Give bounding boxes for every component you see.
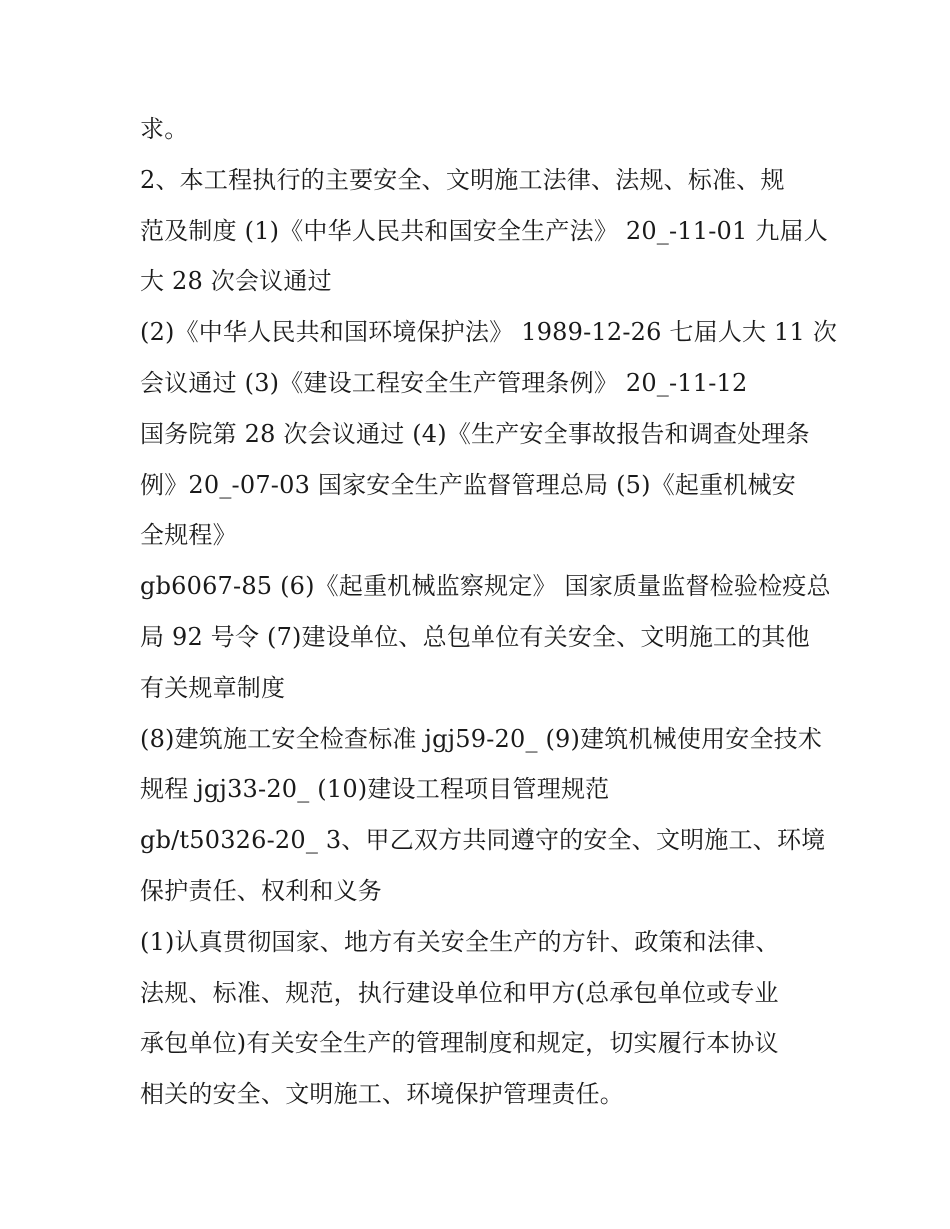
text-line: 法规、标准、规范，执行建设单位和甲方(总承包单位或专业 — [140, 978, 779, 1007]
text-line: (1)认真贯彻国家、地方有关安全生产的方针、政策和法律、 — [140, 927, 780, 956]
text-line: 求。 — [140, 115, 189, 143]
text-line: (2)《中华人民共和国环境保护法》 1989-12-26 七届人大 11 次 — [140, 318, 838, 347]
text-line: 范及制度 (1)《中华人民共和国安全生产法》 20_-11-01 九届人 — [140, 216, 828, 245]
text-line: 相关的安全、文明施工、环境保护管理责任。 — [140, 1080, 624, 1109]
text-line: 局 92 号令 (7)建设单位、总包单位有关安全、文明施工的其他 — [140, 622, 810, 651]
text-line: 2、本工程执行的主要安全、文明施工法律、法规、标准、规 — [140, 165, 785, 194]
text-line: 承包单位)有关安全生产的管理制度和规定，切实履行本协议 — [140, 1029, 779, 1058]
text-line: gb6067-85 (6)《起重机械监察规定》 国家质量监督检验检疫总 — [140, 572, 831, 601]
document-body — [140, 104, 838, 1120]
text-line: 全规程》 — [140, 521, 237, 550]
text-line: gb/t50326-20_ 3、甲乙双方共同遵守的安全、文明施工、环境 — [140, 826, 826, 855]
text-line: 有关规章制度 — [140, 673, 286, 702]
text-line: 规程 jgj33-20_ (10)建设工程项目管理规范 — [140, 775, 610, 804]
text-line: 会议通过 (3)《建设工程安全生产管理条例》 20_-11-12 — [140, 368, 748, 397]
text-line: 大 28 次会议通过 — [140, 267, 332, 296]
text-line: 例》20_-07-03 国家安全生产监督管理总局 (5)《起重机械安 — [140, 470, 796, 499]
text-line: 保护责任、权利和义务 — [140, 876, 382, 905]
text-line: (8)建筑施工安全检查标准 jgj59-20_ (9)建筑机械使用安全技术 — [140, 724, 823, 753]
text-line: 国务院第 28 次会议通过 (4)《生产安全事故报告和调查处理条 — [140, 419, 810, 448]
